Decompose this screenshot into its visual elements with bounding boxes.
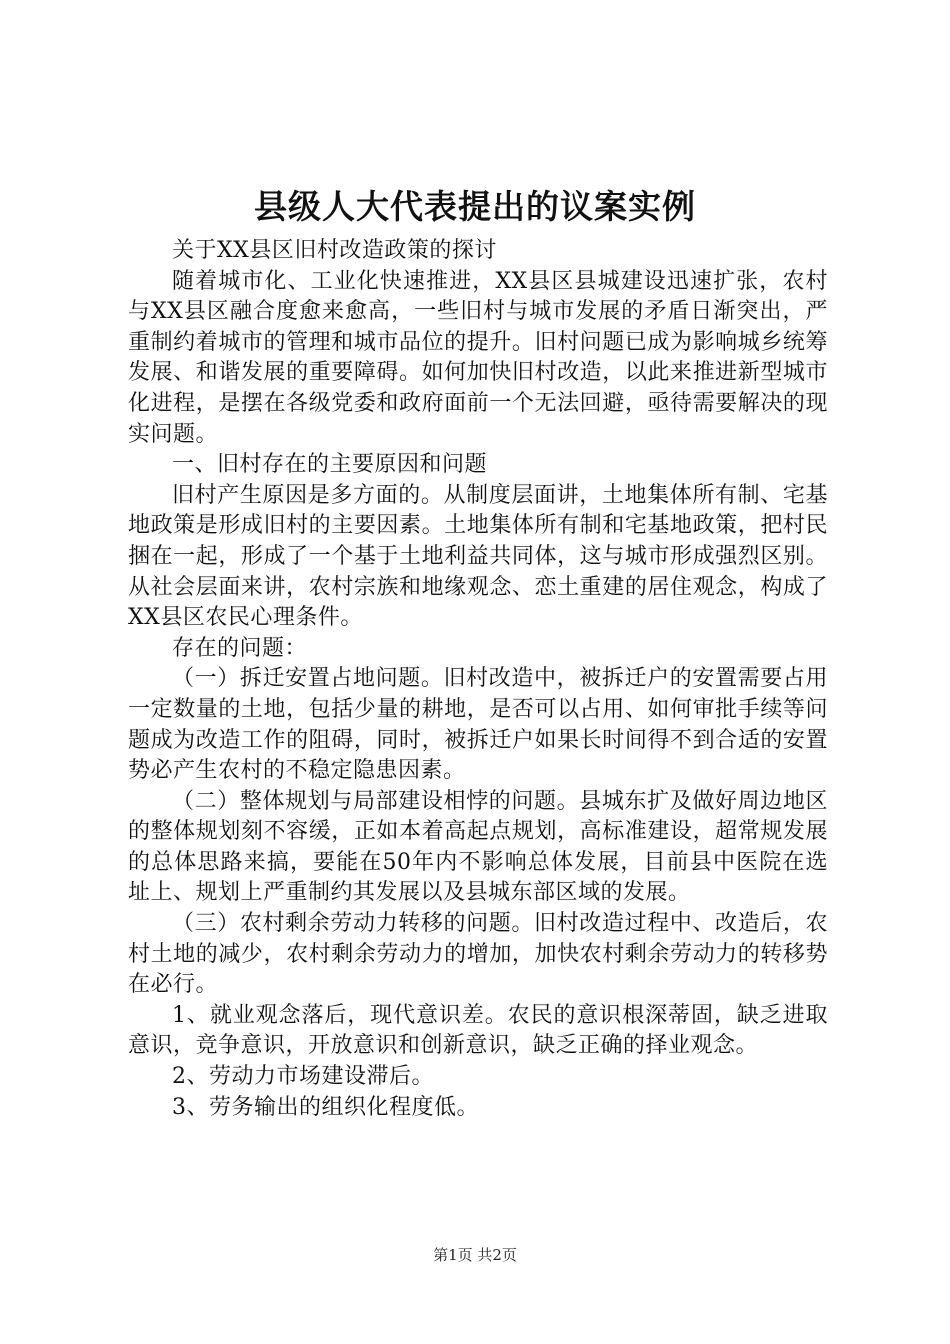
paragraph-problem-1: （一）拆迁安置占地问题。旧村改造中，被拆迁户的安置需要占用一定数量的土地，包括少量的耕地，是否可以占用、如何审批手续等问题成为改造工作的阻碍，同时，被拆迁户如果长时间得不到合适的安置势必产生农村的不稳定隐患因素。 (128, 666, 828, 784)
paragraph-problem-2: （二）整体规划与局部建设相悖的问题。县城东扩及做好周边地区的整体规划刻不容缓，正如本着高起点规划，高标准建设，超常规发展的总体思路来搞，要能在50年内不影响总体发展，目前县中医院在选址上、规划上严重制约其发展以及县城东部区域的发展。 (128, 788, 828, 906)
list-item-2: 2、劳动力市场建设滞后。 (172, 1064, 434, 1090)
paragraph-causes: 旧村产生原因是多方面的。从制度层面讲，土地集体所有制、宅基地政策是形成旧村的主要因素。土地集体所有制和宅基地政策，把村民捆在一起，形成了一个基于土地利益共同体，这与城市形成强烈区别。从社会层面来讲，农村宗族和地缘观念、恋土重建的居住观念，构成了XX县区农民心理条件。 (128, 482, 828, 631)
section-heading-1: 一、旧村存在的主要原因和问题 (172, 452, 488, 478)
document-body (128, 236, 828, 1123)
paragraph-subtitle: 关于XX县区旧村改造政策的探讨 (172, 238, 497, 263)
list-item-1: 1、就业观念落后，现代意识差。农民的意识根深蒂固，缺乏进取意识，竞争意识，开放意识和创新意识，缺乏正确的择业观念。 (128, 1002, 828, 1059)
page-number-footer: 第1页 共2页 (433, 1246, 517, 1264)
paragraph-intro: 随着城市化、工业化快速推进，XX县区县城建设迅速扩张，农村与XX县区融合度愈来愈高，一些旧村与城市发展的矛盾日渐突出，严重制约着城市的管理和城市品位的提升。旧村问题已成为影响城乡统筹发展、和谐发展的重要障碍。如何加快旧村改造，以此来推进新型城市化进程，是摆在各级党委和政府面前一个无法回避，亟待需要解决的现实问题。 (128, 268, 828, 447)
document-title: 县级人大代表提出的议案实例 (254, 187, 696, 226)
problems-heading: 存在的问题： (172, 635, 308, 661)
paragraph-problem-3: （三）农村剩余劳动力转移的问题。旧村改造过程中、改造后，农村土地的减少，农村剩余劳动力的增加，加快农村剩余劳动力的转移势在必行。 (128, 911, 828, 998)
list-item-3: 3、劳务输出的组织化程度低。 (172, 1094, 479, 1120)
